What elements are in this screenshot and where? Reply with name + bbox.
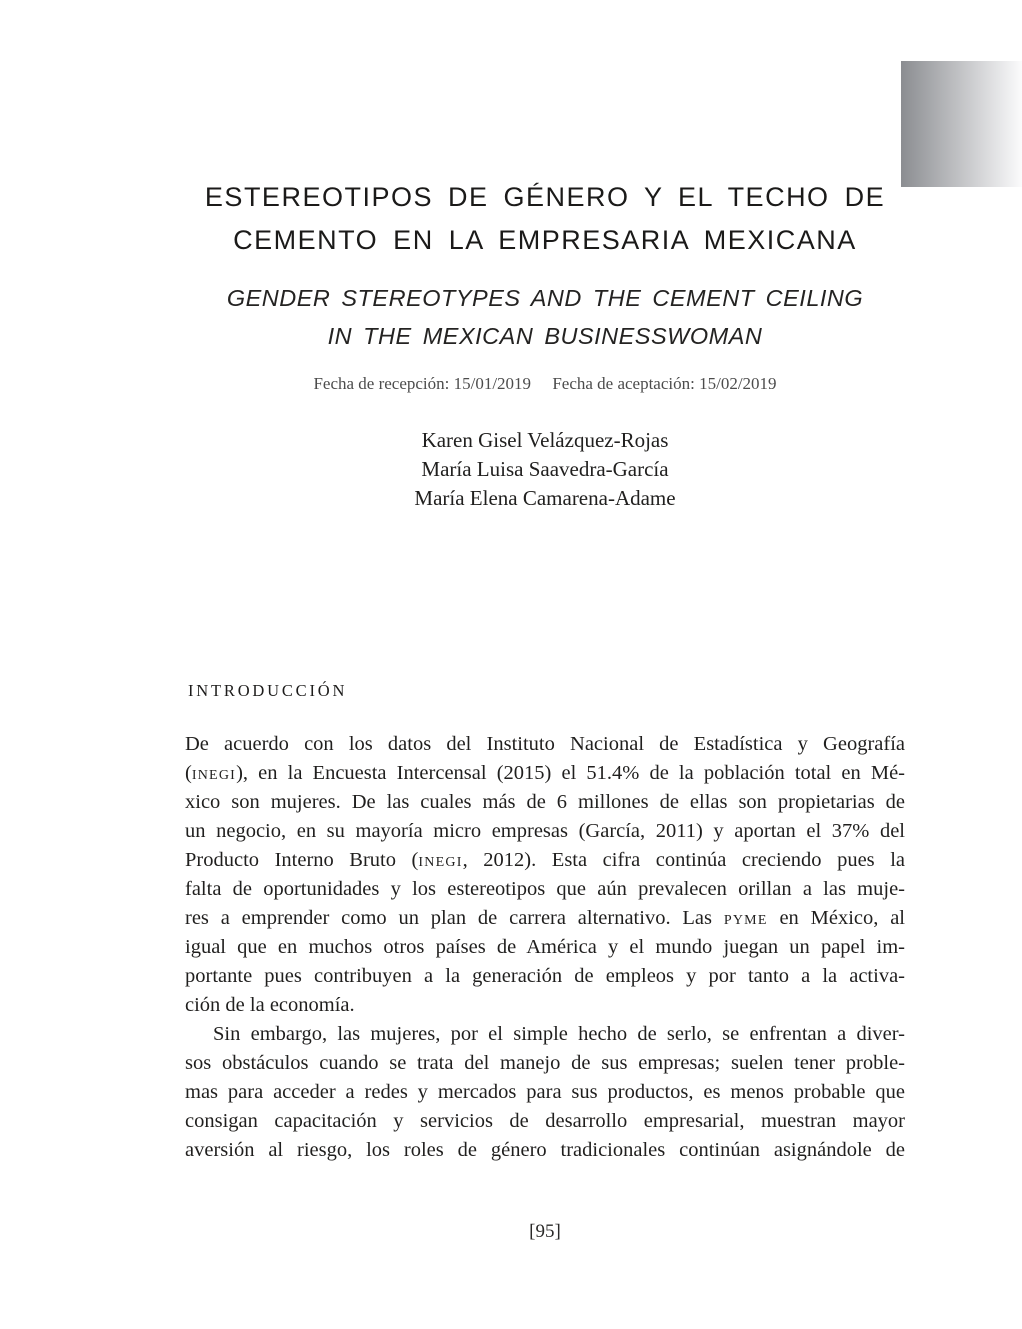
paragraph-line: res a emprender como un plan de carrera alternativo. Las PYME en México, al [185, 907, 905, 929]
paragraph-line: portante pues contribuyen a la generación de empleos y por tanto a la activa- [185, 965, 905, 987]
article-title-line: CEMENTO EN LA EMPRESARIA MEXICANA [233, 225, 857, 255]
paragraph-line: igual que en muchos otros países de América y el mundo juegan un papel im- [185, 936, 905, 958]
paragraph-line: falta de oportunidades y los estereotipos que aún prevalecen orillan a las muje- [185, 878, 905, 900]
paragraph-line: mas para acceder a redes y mercados para sus productos, es menos probable que [185, 1081, 905, 1103]
paragraph-line: De acuerdo con los datos del Instituto Nacional de Estadística y Geografía [185, 733, 905, 755]
article-title [185, 176, 905, 262]
paragraph-line: consigan capacitación y servicios de desarrollo empresarial, muestran mayor [185, 1110, 905, 1132]
paragraph-line: (INEGI), en la Encuesta Intercensal (2015) el 51.4% de la población total en Mé- [185, 762, 905, 784]
paragraph [185, 1020, 905, 1165]
dates-line [185, 372, 905, 396]
article-subtitle-line: GENDER STEREOTYPES AND THE CEMENT CEILING [226, 285, 864, 311]
body-text [185, 730, 905, 1165]
paragraph [185, 730, 905, 1020]
paragraph-line: un negocio, en su mayoría micro empresas (García, 2011) y aportan el 37% del [185, 820, 905, 842]
reception-date: Fecha de recepción: 15/01/2019 [313, 374, 532, 393]
article-subtitle-english [185, 279, 905, 355]
author-list [185, 426, 905, 513]
section-heading-introduccion: INTRODUCCIÓN [188, 681, 348, 700]
page-number: [95] [529, 1221, 561, 1242]
paragraph-line: Sin embargo, las mujeres, por el simple hecho de serlo, se enfrentan a diver- [213, 1023, 905, 1045]
paragraph-line: Producto Interno Bruto (INEGI, 2012). Esta cifra continúa creciendo pues la [185, 849, 906, 871]
article-subtitle-line: IN THE MEXICAN BUSINESSWOMAN [327, 323, 763, 349]
author-name: María Elena Camarena-Adame [414, 486, 676, 510]
paragraph-line: sos obstáculos cuando se trata del manejo de sus empresas; suelen tener proble- [185, 1052, 905, 1074]
article-title-line: ESTEREOTIPOS DE GÉNERO Y EL TECHO DE [204, 182, 886, 212]
author-name: María Luisa Saavedra-García [421, 457, 669, 481]
author-name: Karen Gisel Velázquez-Rojas [421, 428, 669, 452]
acceptance-date: Fecha de aceptación: 15/02/2019 [552, 374, 777, 393]
paragraph-line: aversión al riesgo, los roles de género tradicionales continúan asignándole de [185, 1139, 905, 1161]
paragraph-line: xico son mujeres. De las cuales más de 6 millones de ellas son propietarias de [185, 791, 905, 813]
corner-gradient-decoration [901, 61, 1022, 187]
page-content [185, 0, 905, 1329]
paragraph-line: ción de la economía. [185, 994, 355, 1016]
